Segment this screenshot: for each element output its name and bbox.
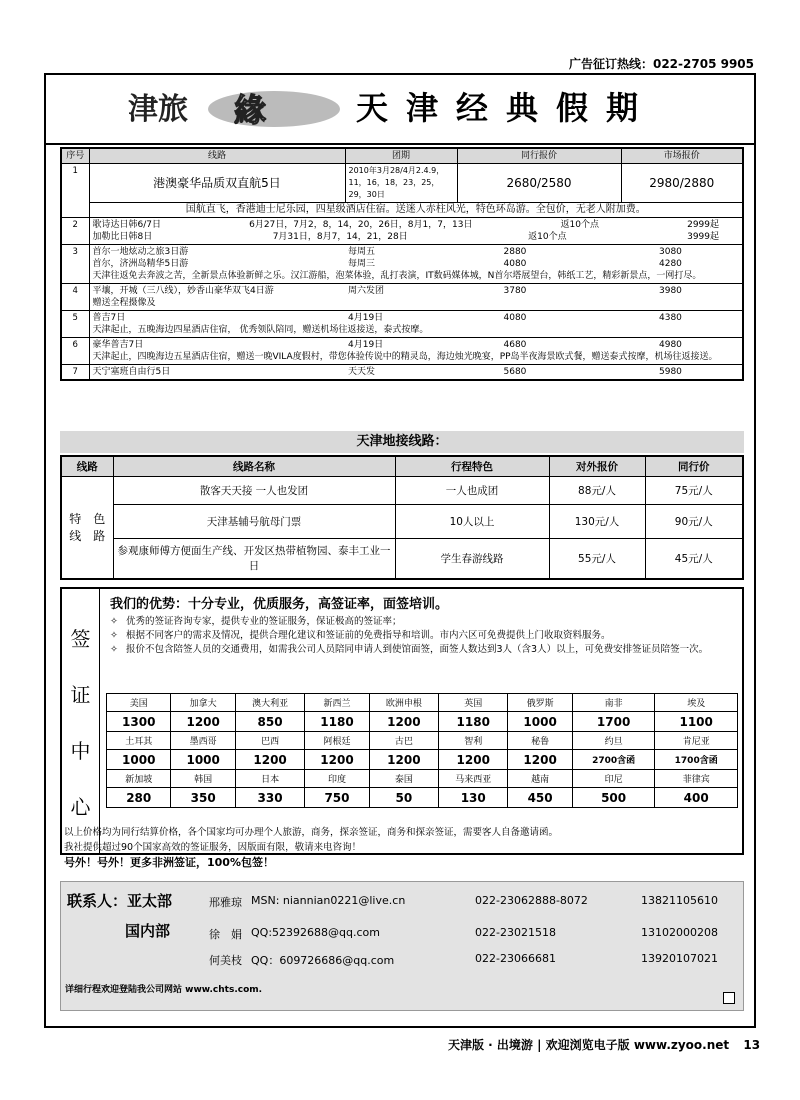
- country-name: 南非: [572, 694, 655, 712]
- country-name: 墨西哥: [171, 732, 235, 750]
- country-name: 韩国: [171, 770, 235, 788]
- visa-price: 1200: [369, 750, 438, 770]
- line-name: 天津基辅号航母门票: [113, 505, 395, 539]
- page-number: 13: [743, 1038, 761, 1052]
- visa-char: 心: [70, 794, 91, 819]
- visa-price: 2700含函: [572, 750, 655, 770]
- line-name: 散客天天接 一人也发团: [113, 477, 395, 505]
- contact-mobile: 13920107021: [641, 952, 718, 965]
- visa-price: 1200: [369, 712, 438, 732]
- visa-heading: 我们的优势：十分专业，优质服务，高签证率，面签培训。: [110, 597, 449, 612]
- peer-price: 90元/人: [645, 505, 743, 539]
- visa-price: 330: [235, 788, 304, 808]
- market-price: 3980: [659, 286, 682, 296]
- country-row: [107, 694, 738, 712]
- when: 4月19日: [348, 313, 384, 323]
- visa-price: 1200: [439, 750, 508, 770]
- row-num: 2: [61, 218, 89, 245]
- table-row: [61, 164, 743, 203]
- th-peer-price: 同行价: [645, 456, 743, 477]
- th-route: 线路: [89, 148, 345, 164]
- peer-price: 4680: [503, 340, 527, 350]
- contact-tel: 022-23062888-8072: [475, 894, 588, 907]
- country-name: 新加坡: [107, 770, 171, 788]
- dept-name: 国内部: [125, 922, 171, 940]
- country-name: 阿根廷: [305, 732, 369, 750]
- contact-name: 邢雅琼: [209, 896, 242, 909]
- row-num: 4: [61, 284, 89, 311]
- visa-price: 500: [572, 788, 655, 808]
- visa-price: 130: [439, 788, 508, 808]
- line-feature: 10人以上: [395, 505, 549, 539]
- country-name: 秘鲁: [508, 732, 572, 750]
- visa-price: 50: [369, 788, 438, 808]
- peer-price: 75元/人: [645, 477, 743, 505]
- local-heading: 天津地接线路：: [60, 431, 744, 453]
- visa-price: 280: [107, 788, 171, 808]
- peer-price: 4080: [503, 259, 527, 269]
- route: 加勒比日韩8日: [92, 232, 153, 242]
- visa-price: 400: [655, 788, 738, 808]
- page-footer: [448, 1036, 760, 1053]
- country-name: 越南: [508, 770, 572, 788]
- visa-price: 1100: [655, 712, 738, 732]
- country-name: 印尼: [572, 770, 655, 788]
- price-row: [107, 712, 738, 732]
- route-desc: 国航直飞，香港迪士尼乐园，四星级酒店住宿。送迷人赤柱风光，特色环岛游。全包价，无老人附加费。: [89, 203, 743, 218]
- visa-bullet: ✧ 根据不同客户的需求及情况，提供合理化建议和签证前的免费指导和培训。市内六区可免费提供上门收取资料服务。: [110, 629, 740, 643]
- contact-tel: 022-23066681: [475, 952, 556, 965]
- row-num: 5: [61, 311, 89, 338]
- ext-price: 55元/人: [549, 539, 645, 579]
- table-row: [61, 539, 743, 579]
- country-name: 新西兰: [305, 694, 369, 712]
- peer-price: 45元/人: [645, 539, 743, 579]
- row-num: 7: [61, 365, 89, 381]
- table-row: [61, 477, 743, 505]
- price-row: [107, 788, 738, 808]
- country-name: 菲律宾: [655, 770, 738, 788]
- visa-side-label: [62, 589, 100, 853]
- country-name: 约旦: [572, 732, 655, 750]
- row-num: 6: [61, 338, 89, 365]
- country-name: 巴西: [235, 732, 304, 750]
- visa-price: 350: [171, 788, 235, 808]
- route-desc: 赠送全程摄像及: [92, 298, 156, 308]
- route: 平壤，开城（三八线），妙香山豪华双飞4日游: [92, 286, 274, 296]
- visa-price: 1200: [305, 750, 369, 770]
- route-desc: 天津起止，五晚海边四星酒店住宿， 优秀领队陪同，赠送机场往返接送，泰式按摩。: [92, 325, 429, 335]
- visa-price: 1700含函: [655, 750, 738, 770]
- ext-price: 88元/人: [549, 477, 645, 505]
- th-num: 序号: [61, 148, 89, 164]
- country-name: 日本: [235, 770, 304, 788]
- logo-icon: [124, 85, 344, 129]
- contact-im: MSN: niannian0221@live.cn: [251, 894, 406, 907]
- contacts-label: 联系人：: [67, 892, 128, 910]
- price: 3999起: [687, 232, 719, 242]
- dates: 7月31日，8月7，14，21，28日: [272, 232, 408, 242]
- route: 歌诗达日韩6/7日: [92, 220, 161, 230]
- note-line: 号外！号外！更多非洲签证，100%包签！: [64, 856, 274, 869]
- th-name: 线路名称: [113, 456, 395, 477]
- country-row: [107, 732, 738, 750]
- visa-price: 1200: [171, 712, 235, 732]
- line-name: 参观康师傅方便面生产线、开发区热带植物园、泰丰工业一日: [113, 539, 395, 579]
- ad-hotline: 广告征订热线：022-2705 9905: [568, 57, 754, 71]
- country-name: 美国: [107, 694, 171, 712]
- route-desc: 天津起止，四晚海边五星酒店住宿，赠送一晚VILA度假村，带您体验传说中的精灵岛，海边烛光晚宴，PP岛半夜海景欧式餐，赠送泰式按摩，机场往返接送。: [92, 352, 718, 362]
- visa-price: 1000: [171, 750, 235, 770]
- table-row: [61, 338, 743, 365]
- contact-mobile: 13102000208: [641, 926, 718, 939]
- peer-price: 4080: [503, 313, 527, 323]
- local-table: [60, 455, 744, 580]
- market-price: 4280: [659, 259, 682, 269]
- visa-price: 1180: [305, 712, 369, 732]
- dept-name: 亚太部: [127, 892, 173, 910]
- route: 天宁塞班自由行5日: [92, 367, 171, 377]
- note-line: 以上价格均为同行结算价格，各个国家均可办理个人旅游，商务，探亲签证，商务和探亲签证，需要客人自备邀请函。: [64, 827, 559, 838]
- price: 2999起: [687, 220, 719, 230]
- note: 返10个点: [528, 232, 567, 242]
- th-market: 市场报价: [621, 148, 743, 164]
- row-num: 1: [61, 164, 89, 218]
- line-feature: 学生春游线路: [395, 539, 549, 579]
- table-row: [61, 284, 743, 311]
- visa-bullet: ✧ 报价不包含陪签人员的交通费用，如需我公司人员陪同申请人到使馆面签，面签人数达到3人（含3人）以上，可免费安排签证员陪签一次。: [110, 643, 740, 657]
- market-price: 2980/2880: [621, 164, 743, 203]
- th-dates: 团期: [345, 148, 457, 164]
- route: 首尔，济洲岛精华5日游: [92, 259, 189, 269]
- contact-im: QQ:52392688@qq.com: [251, 926, 380, 939]
- market-price: 4380: [659, 313, 682, 323]
- peer-price: 2680/2580: [457, 164, 621, 203]
- corner-square: [723, 992, 735, 1004]
- visa-price: 1000: [107, 750, 171, 770]
- website-note[interactable]: 详细行程欢迎登陆我公司网站 www.chts.com.: [65, 985, 263, 995]
- country-name: 马来西亚: [439, 770, 508, 788]
- ad-frame: [44, 73, 756, 1028]
- contact-im: QQ：609726686@qq.com: [251, 954, 395, 967]
- peer-price: 3780: [503, 286, 527, 296]
- country-name: 古巴: [369, 732, 438, 750]
- visa-char: 证: [70, 682, 91, 707]
- market-price: 4980: [659, 340, 682, 350]
- tour-table: [60, 147, 744, 381]
- th-peer: 同行报价: [457, 148, 621, 164]
- page-title: 天津经典假期: [356, 89, 657, 127]
- visa-bullet: ✧ 优秀的签证咨询专家，提供专业的签证服务，保证极高的签证率；: [110, 615, 740, 629]
- visa-price: 1200: [235, 750, 304, 770]
- route: 首尔一地炫动之旅3日游: [92, 247, 189, 257]
- country-name: 英国: [439, 694, 508, 712]
- country-name: 埃及: [655, 694, 738, 712]
- dates: 2010年3月28/4月2.4.9，11，16，18，23，25，29，30日: [345, 164, 457, 203]
- price-row: [107, 750, 738, 770]
- dates: 6月27日，7月2，8，14，20，26日，8月1，7，13日: [249, 220, 473, 230]
- visa-char: 签: [70, 626, 91, 651]
- country-name: 土耳其: [107, 732, 171, 750]
- footer-text[interactable]: 天津版 · 出境游 | 欢迎浏览电子版 www.zyoo.net: [448, 1038, 730, 1052]
- visa-price: 1300: [107, 712, 171, 732]
- contact-tel: 022-23021518: [475, 926, 556, 939]
- country-name: 澳大利亚: [235, 694, 304, 712]
- visa-price: 1000: [508, 712, 572, 732]
- contact-name: 何美枝: [209, 954, 242, 967]
- visa-price: 850: [235, 712, 304, 732]
- country-name: 智利: [439, 732, 508, 750]
- ext-price: 130元/人: [549, 505, 645, 539]
- table-row: [61, 311, 743, 338]
- country-name: 印度: [305, 770, 369, 788]
- note: 返10个点: [560, 220, 599, 230]
- country-name: 肯尼亚: [655, 732, 738, 750]
- peer-price: 2880: [503, 247, 527, 257]
- country-name: 泰国: [369, 770, 438, 788]
- country-row: [107, 770, 738, 788]
- peer-price: 5680: [503, 367, 527, 377]
- visa-char: 中: [70, 738, 91, 763]
- route: 普吉7日: [92, 313, 126, 323]
- contacts-section: [60, 881, 744, 1011]
- when: 天天发: [348, 367, 376, 377]
- country-name: 加拿大: [171, 694, 235, 712]
- visa-center: [60, 587, 744, 855]
- route-desc: 天津往返免去奔波之苦，全新景点体验新鲜之乐。汉江游船，泡菜体验，乱打表演，IT数码媒体城，N首尔塔展望台，韩纸工艺，精彩新景点，一网打尽。: [92, 271, 702, 281]
- visa-price: 750: [305, 788, 369, 808]
- visa-price: 1200: [508, 750, 572, 770]
- line-feature: 一人也成团: [395, 477, 549, 505]
- country-name: 俄罗斯: [508, 694, 572, 712]
- table-row: [61, 505, 743, 539]
- table-row: [61, 218, 743, 245]
- note-line: 我社提供超过90个国家高效的签证服务，因版面有限，敬请来电咨询！: [64, 842, 362, 853]
- th-feature: 行程特色: [395, 456, 549, 477]
- contact-name: 徐 娟: [209, 928, 242, 941]
- row-num: 3: [61, 245, 89, 284]
- local-side-label: 特 色 线 路: [61, 477, 113, 579]
- visa-price: 1180: [439, 712, 508, 732]
- market-price: 3080: [659, 247, 682, 257]
- when: 每周三: [348, 259, 376, 269]
- visa-price: 1700: [572, 712, 655, 732]
- th-ext-price: 对外报价: [549, 456, 645, 477]
- when: 每周五: [348, 247, 376, 257]
- logo-mark: 緣: [234, 91, 267, 129]
- visa-price-table: [106, 693, 738, 808]
- contact-mobile: 13821105610: [641, 894, 718, 907]
- header: [46, 75, 754, 145]
- logo-text: 津旅: [128, 92, 188, 127]
- country-name: 欧洲申根: [369, 694, 438, 712]
- th-line: 线路: [61, 456, 113, 477]
- table-row: [61, 365, 743, 381]
- market-price: 5980: [659, 367, 682, 377]
- when: 4月19日: [348, 340, 384, 350]
- route: 港澳豪华品质双直航5日: [89, 164, 345, 203]
- table-row: [61, 245, 743, 284]
- visa-notes: [64, 825, 558, 870]
- route: 豪华普吉7日: [92, 340, 144, 350]
- when: 周六发团: [348, 286, 385, 296]
- visa-price: 450: [508, 788, 572, 808]
